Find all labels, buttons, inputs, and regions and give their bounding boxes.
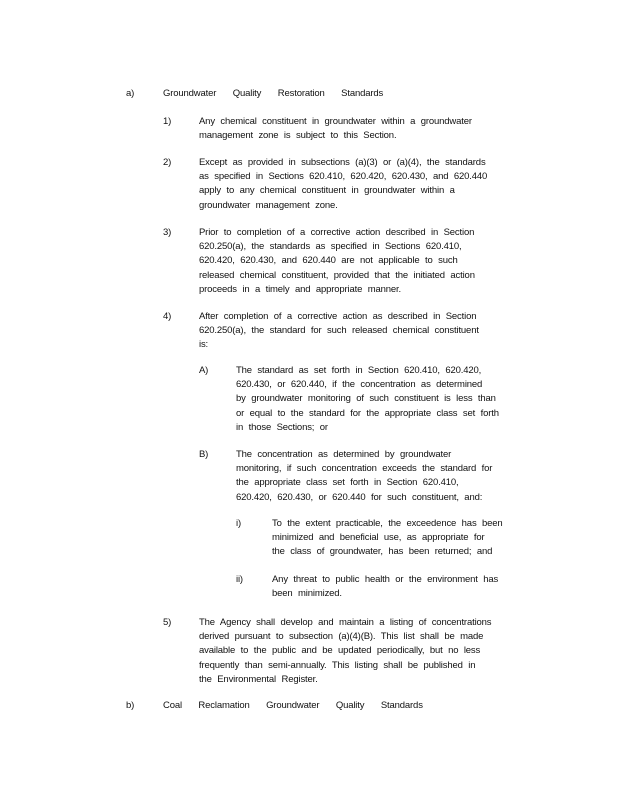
text-line: minimized and beneficial use, as appropriate for [272,532,485,544]
text-line: monitoring, if such concentration exceeds the standard for [236,463,493,475]
text-line: After completion of a corrective action as described in Section [199,311,477,322]
text-line: the appropriate class set forth in Section 620.410, [236,477,459,489]
text-line: The standard as set forth in Section 620.410, 620.420, [236,365,482,376]
text-line: 620.250(a), the standards as specified in Sections 620.410, [199,241,462,253]
text-line: derived pursuant to subsection (a)(4)(B). This list shall be made [199,631,484,643]
text-line: apply to any chemical constituent in groundwater within a [199,185,455,197]
text-line: or equal to the standard for the appropriate class set forth [236,407,499,419]
subitem-text [236,448,533,505]
text-line: as specified in Sections 620.410, 620.420, 620.430, and 620.440 [199,171,488,183]
text-line: in those Sections; or [236,421,328,433]
text-line: Except as provided in subsections (a)(3) or (a)(4), the standards [199,157,486,168]
item-text [199,310,515,353]
text-line: 620.420, 620.430, and 620.440 are not applicable to such [199,255,458,267]
section-b-title: Coal Reclamation Groundwater Quality Standards [163,700,423,711]
section-b-label: b) [126,700,135,711]
subsubitem-text [272,517,530,560]
text-line: management zone is subject to this Section. [199,130,397,142]
subitem-label: B) [199,449,209,460]
text-line: Prior to completion of a corrective action described in Section [199,227,475,238]
text-line: the class of groundwater, has been returned; and [272,546,493,558]
item-text [199,115,505,143]
item-label: 3) [163,227,172,238]
subsubitem-text [272,573,527,601]
item-text [199,156,521,213]
text-line: by groundwater monitoring of such constituent is less than [236,393,496,405]
text-line: proceeds in a timely and appropriate manner. [199,283,402,295]
text-line: been minimized. [272,588,342,600]
item-label: 2) [163,157,172,168]
text-line: available to the public and be updated periodically, but no less [199,645,481,657]
text-line: 620.420, 620.430, or 620.440 for such constituent, and: [236,491,483,503]
subsubitem-label: i) [236,518,241,529]
text-line: The concentration as determined by groundwater [236,449,452,460]
text-line: 620.250(a), the standard for such released chemical constituent [199,325,479,337]
item-label: 4) [163,311,172,322]
item-label: 5) [163,617,172,628]
item-text [199,226,514,297]
text-line: frequently than semi-annually. This listing shall be published in [199,659,476,671]
subsubitem-label: ii) [236,574,243,585]
text-line: Any threat to public health or the environment has [272,574,499,585]
section-a-label: a) [126,88,135,99]
text-line: 620.430, or 620.440, if the concentration as determined [236,379,483,391]
text-line: is: [199,339,209,351]
text-line: released chemical constituent, provided that the initiated action [199,269,475,281]
text-line: The Agency shall develop and maintain a listing of concentrations [199,617,492,628]
text-line: Any chemical constituent in groundwater within a groundwater [199,116,472,127]
subitem-text [236,364,530,435]
item-label: 1) [163,116,172,127]
subitem-label: A) [199,365,209,376]
item-text [199,616,521,687]
section-a-title: Groundwater Quality Restoration Standards [163,88,384,99]
text-line: groundwater management zone. [199,199,338,211]
text-line: To the extent practicable, the exceedence has been [272,518,503,529]
text-line: the Environmental Register. [199,673,318,685]
